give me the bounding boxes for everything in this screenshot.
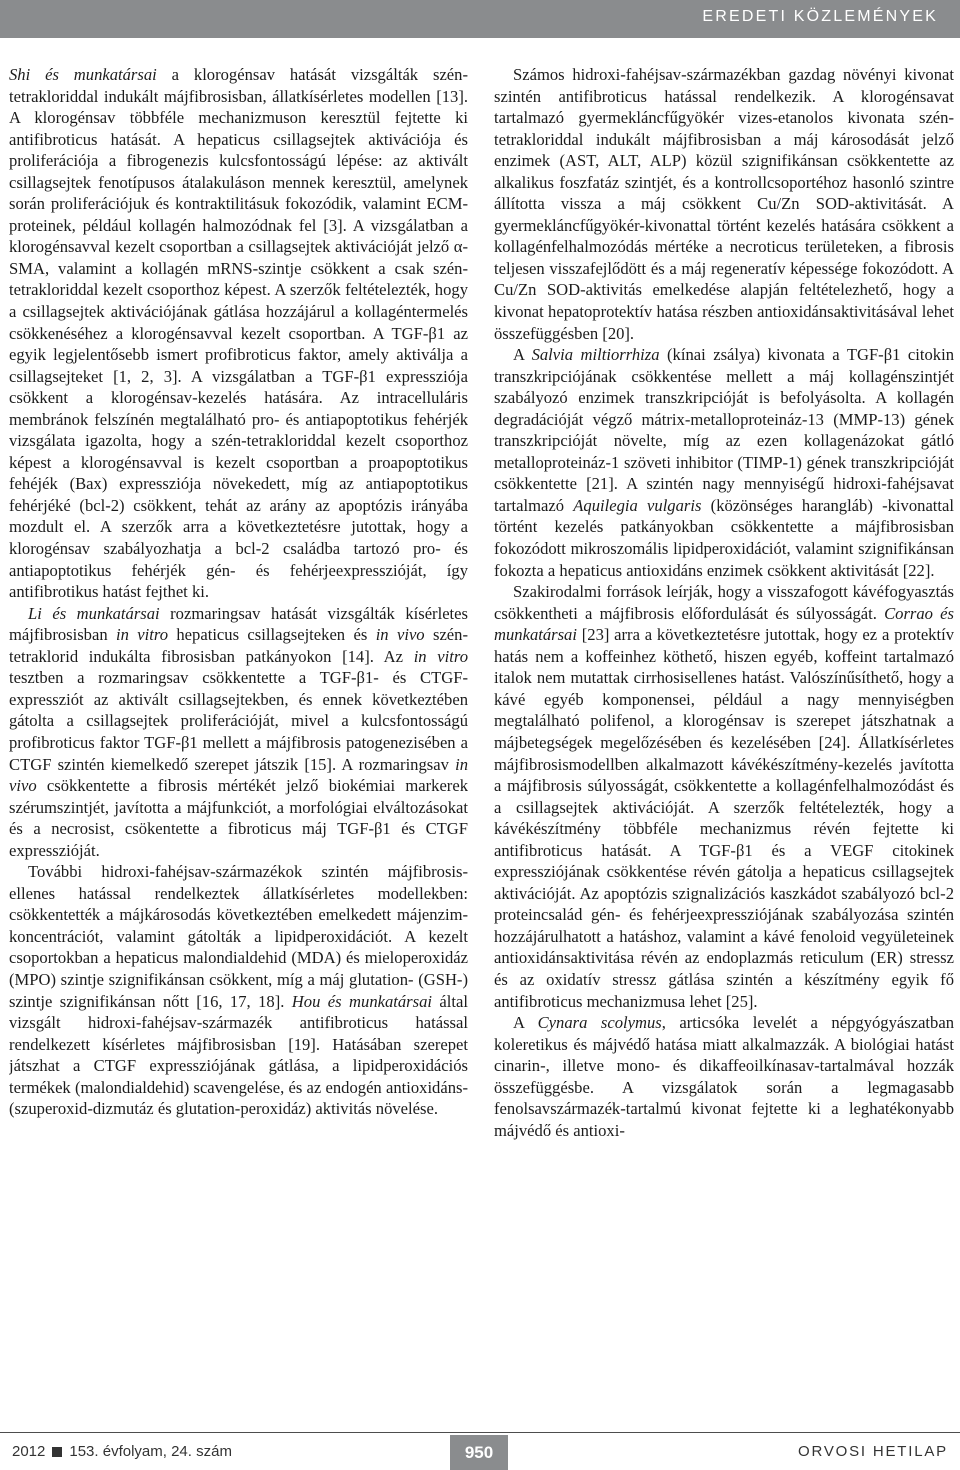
- paragraph-text: (közönséges harangláb) -kivonattal történt kezelés patkányokban csökkentette a májfibrosisban fokozódott mikroszomális lipidperoxidációt, valamint szignifikánsan fokozta a hepaticus antioxidáns enzimek csökkent aktivitását [22].: [494, 495, 954, 580]
- paragraph-text: csökkentette a fibrosis mértékét jelző biokémiai markerek szérumszintjét, javította a májfunkciót, a morfológiai elváltozásokat és a necrosist, csökentette a fibroticus máj TGF-β1 és CTGF expresszióját.: [9, 776, 468, 860]
- author-reference: Shi és munkatársai: [9, 65, 157, 84]
- paragraph: [9, 64, 468, 603]
- paragraph: [9, 603, 468, 862]
- paragraph-text: által vizsgált hidroxi-fahéjsav-származék antifibroticus hatással rendelkezett kísérletes májfibrosisban [19]. Hatásában szerepet játszhat a CTGF expressziójának gátlása, a lipidperoxidációs termékek (malondialdehid) scavengelése, és az endogén antioxidáns- (szuperoxid-dizmutáz és glutation-peroxidáz) aktivitás növelése.: [9, 991, 468, 1119]
- italic-term: in vitro: [116, 625, 169, 645]
- species-name: Aquilegia vulgaris: [573, 495, 702, 515]
- italic-term: in vitro: [413, 646, 468, 666]
- paragraph: [494, 1012, 954, 1141]
- paragraph-text: Szakirodalmi források leírják, hogy a visszafogott kávéfogyasztás csökkentheti a májfibrosis előfordulását és súlyosságát.: [494, 582, 954, 623]
- footer-issue-info: [12, 1443, 232, 1460]
- header-bar: [0, 0, 960, 38]
- species-name: Salvia miltiorrhiza: [531, 345, 660, 365]
- paragraph-text: (kínai zsálya) kivonata a TGF-β1 citokin transzkripciójának csökkentése mellett a máj kollagénszintjét szabályozó enzimek transzkripcióját is befolyásolta. A kollagén degradációját végző mátrix-metalloproteináz-13 (MMP-13) gének transzkripcióját növelte, míg az ezen kollagenázokat gátló metalloproteináz-1 szöveti inhibitor (TIMP-1) gének transzkripcióját csökkentette [21]. A szintén nagy mennyiségű hidroxi-fahéjsavat tartalmazó: [494, 345, 954, 515]
- paragraph: [494, 344, 954, 581]
- paragraph-text: rozmaringsav hatását vizsgálták kísérletes májfibrosisban: [9, 603, 468, 645]
- paragraph-text: A: [513, 1013, 538, 1033]
- paragraph-text: tesztben a rozmaringsav csökkentette a TGF-β1- és CTGF-expressziót az aktivált csillagsejtekben, és ennek következtében gátolta a csillagsejtek proliferációját, mivel a kulcsfontosságú profibroticus faktor TGF-β1 mellett a májfibrosis patogenezisében a CTGF szintén kiemelkedő szerepet játszik [15]. A rozmaringsav: [9, 668, 468, 774]
- author-reference: Corrao és munkatársai: [494, 603, 954, 645]
- journal-name: ORVOSI HETILAP: [798, 1443, 948, 1460]
- paragraph-text: További hidroxi-fahéjsav-származékok szintén májfibrosis-ellenes hatással rendelkeztek állatkísérletes modellekben: csökkentették a májkárosodás következtében emelkedett májenzim-koncentrációt, valamint gátolták a lipidperoxidációt. A kezelt csoportokban a hepaticus malondialdehid (MDA) és mieloperoxidáz (MPO) szintje szignifikánsan csökkent, míg a máj glutation- (GSH-) szintje szignifikánsan nőtt [16, 17, 18].: [9, 862, 468, 1011]
- paragraph: [9, 861, 468, 1120]
- italic-term: in vivo: [375, 625, 425, 645]
- paragraph-text: , articsóka levelét a népgyógyászatban koleretikus és májvédő hatása miatt alkalmazzák. A biológiai hatást cinarin-, illetve mono- és dikaffeoilkínasav-tartalmával hozzák összefüggésbe. A vizsgálatok során a legmagasabb fenolsavszármazék-tartalmú kivonat fejtette ki a leghatékonyabb májvédő és antioxi-: [494, 1013, 954, 1140]
- paragraph: [494, 64, 954, 344]
- footer-year: 2012: [12, 1443, 46, 1460]
- italic-term: in vivo: [9, 754, 468, 796]
- section-label: EREDETI KÖZLEMÉNYEK: [702, 8, 938, 25]
- paragraph-text: szén-tetraklorid indukálta fibrosisban patkányokon [14]. Az: [9, 625, 468, 666]
- author-reference: Hou és munkatársai: [291, 991, 433, 1011]
- right-column: [494, 64, 954, 1416]
- square-bullet-icon: [52, 1447, 62, 1457]
- species-name: Cynara scolymus: [537, 1013, 662, 1033]
- footer-issue: 153. évfolyam, 24. szám: [69, 1443, 232, 1460]
- paragraph-text: A: [513, 345, 532, 365]
- paragraph-text: Számos hidroxi-fahéjsav-származékban gazdag növényi kivonat szintén antifibroticus hatással rendelkezik. A klorogénsavat tartalmazó gyermekláncfűgyökér vizes-etanolos kivonata szén-tetrakloriddal indukált májfibrosisban a máj károsodását jelző enzimek (AST, ALT, ALP) közül szignifikánsan csökkentette az alkalikus foszfatáz szintjét, és a kontrollcsoportéhoz hasonló szintre állította vissza a máj csökkent Cu/Zn SOD-aktivitását. A gyermekláncfűgyökér-kivonattal történt kezelés hatására csökkent a kollagénfelhalmozódás mértéke a necroticus területeken, a fibrosis teljesen visszafejlődött és a máj regeneratív képessége fokozódott. A Cu/Zn SOD-aktivitás emelkedése alapján feltételezhető, hogy a kivonat hepatoprotektív hatása részben antioxidánsaktivitásával lehet összefüggésben [20].: [494, 65, 954, 343]
- author-reference: Li és munkatársai: [28, 603, 160, 623]
- page-number: 950: [450, 1435, 508, 1470]
- paragraph: [494, 581, 954, 1012]
- left-column: [9, 64, 468, 1416]
- paragraph-text: hepaticus csillagsejteken és: [168, 625, 376, 645]
- footer-rule: [0, 1432, 960, 1433]
- paragraph-text: [23] arra a következtetésre jutottak, hogy ez a protektív hatás nem a koffeinhez köthető, hiszen egyéb, koffeint tartalmazó italok nem mutattak cirrhosisellenes hatást. Valószínűsíthető, hogy a kávé egyéb komponensei, például a nagy mennyiségben megtalálható polifenol, a klorogénsav is szerepet játszhatnak a májbetegségek megelőzésében és kezelésében [24]. Állatkísérletes májfibrosismodellben alkalmazott kávékészítmény-kezelés javította a májfibrosis súlyosságát, csökkentette a kollagénfelhalmozódást és a csillagsejtek aktivációját. A szerzők feltételezték, hogy a kávékészítmény többféle mechanizmus révén fejtette ki antifibroticus hatását. A TGF-β1 és a VEGF citokinek expressziójának csökkentése révén gátolja a hepaticus csillagsejtek aktivációját. Az apoptózis szignalizációs kaszkádot szabályozó bcl-2 proteincsalád gén- és fehérjeexpressziójának szabályozása szintén hozzájárulhatott a hatáshoz, valamint a kávé fenoloid vegyületeinek antioxidánsaktivitása révén az endoplazmás reticulum (ER) stressz és az oxidatív stressz gátlása szintén a készítmény egyik fő antifibroticus mechanizmusa lehet [25].: [494, 625, 954, 1011]
- paragraph-text: a klorogénsav hatását vizsgálták szén-tetrakloriddal indukált májfibrosisban, állatkísérletes modellen [13]. A klorogénsav többféle mechanizmuson keresztül fejtette ki antifibroticus hatását. A hepaticus csillagsejtek aktivációja és proliferációja a fibrogenezis kulcsfontosságú lépése: az aktivált csillagsejtek fenotípusos átalakuláson mennek keresztül, amelynek során proliferációjuk és kontraktilitásuk fokozódik, valamint ECM-proteinek, például kollagén halmozódnak fel [3]. A vizsgálatban a klorogénsavval kezelt csoportban a csillagsejtek aktivációját jelző α-SMA, valamint a kollagén mRNS-szintje csökkent a csak szén-tetrakloriddal kezelt csoporthoz képest. A szerzők feltételezték, hogy a csillagsejtek aktivációjának gátlása hozzájárul a kollagéntermelés csökkenéséhez a klorogénsavval kezelt csoportban. A TGF-β1 az egyik legjelentősebb ismert profibroticus faktor, amely aktiválja a csillagsejteket [1, 2, 3]. A vizsgálatban a TGF-β1 expressziója csökkent a klorogénsav-kezelés hatására. Az intracelluláris membránok felszínén megtalálható pro- és antiapoptotikus fehérjék vizsgálata igazolta, hogy a szén-tetrakloriddal kezelt csoporthoz képest a klorogénsavval is kezelt csoportban a proapoptotikus fehéjék (Bax) expressziója növekedett, míg az antiapoptotikus fehérjéké (bcl-2) csökkent, tehát az arány az apoptózis irányába mozdult el. A szerzők arra a következtetésre jutottak, hogy a klorogénsav szabályozhatja a bcl-2 családba tartozó pro- és antiapoptotikus fehérjék gén- és fehérjeexpresszióját, így antifibrotikus hatást fejthet ki.: [9, 65, 468, 602]
